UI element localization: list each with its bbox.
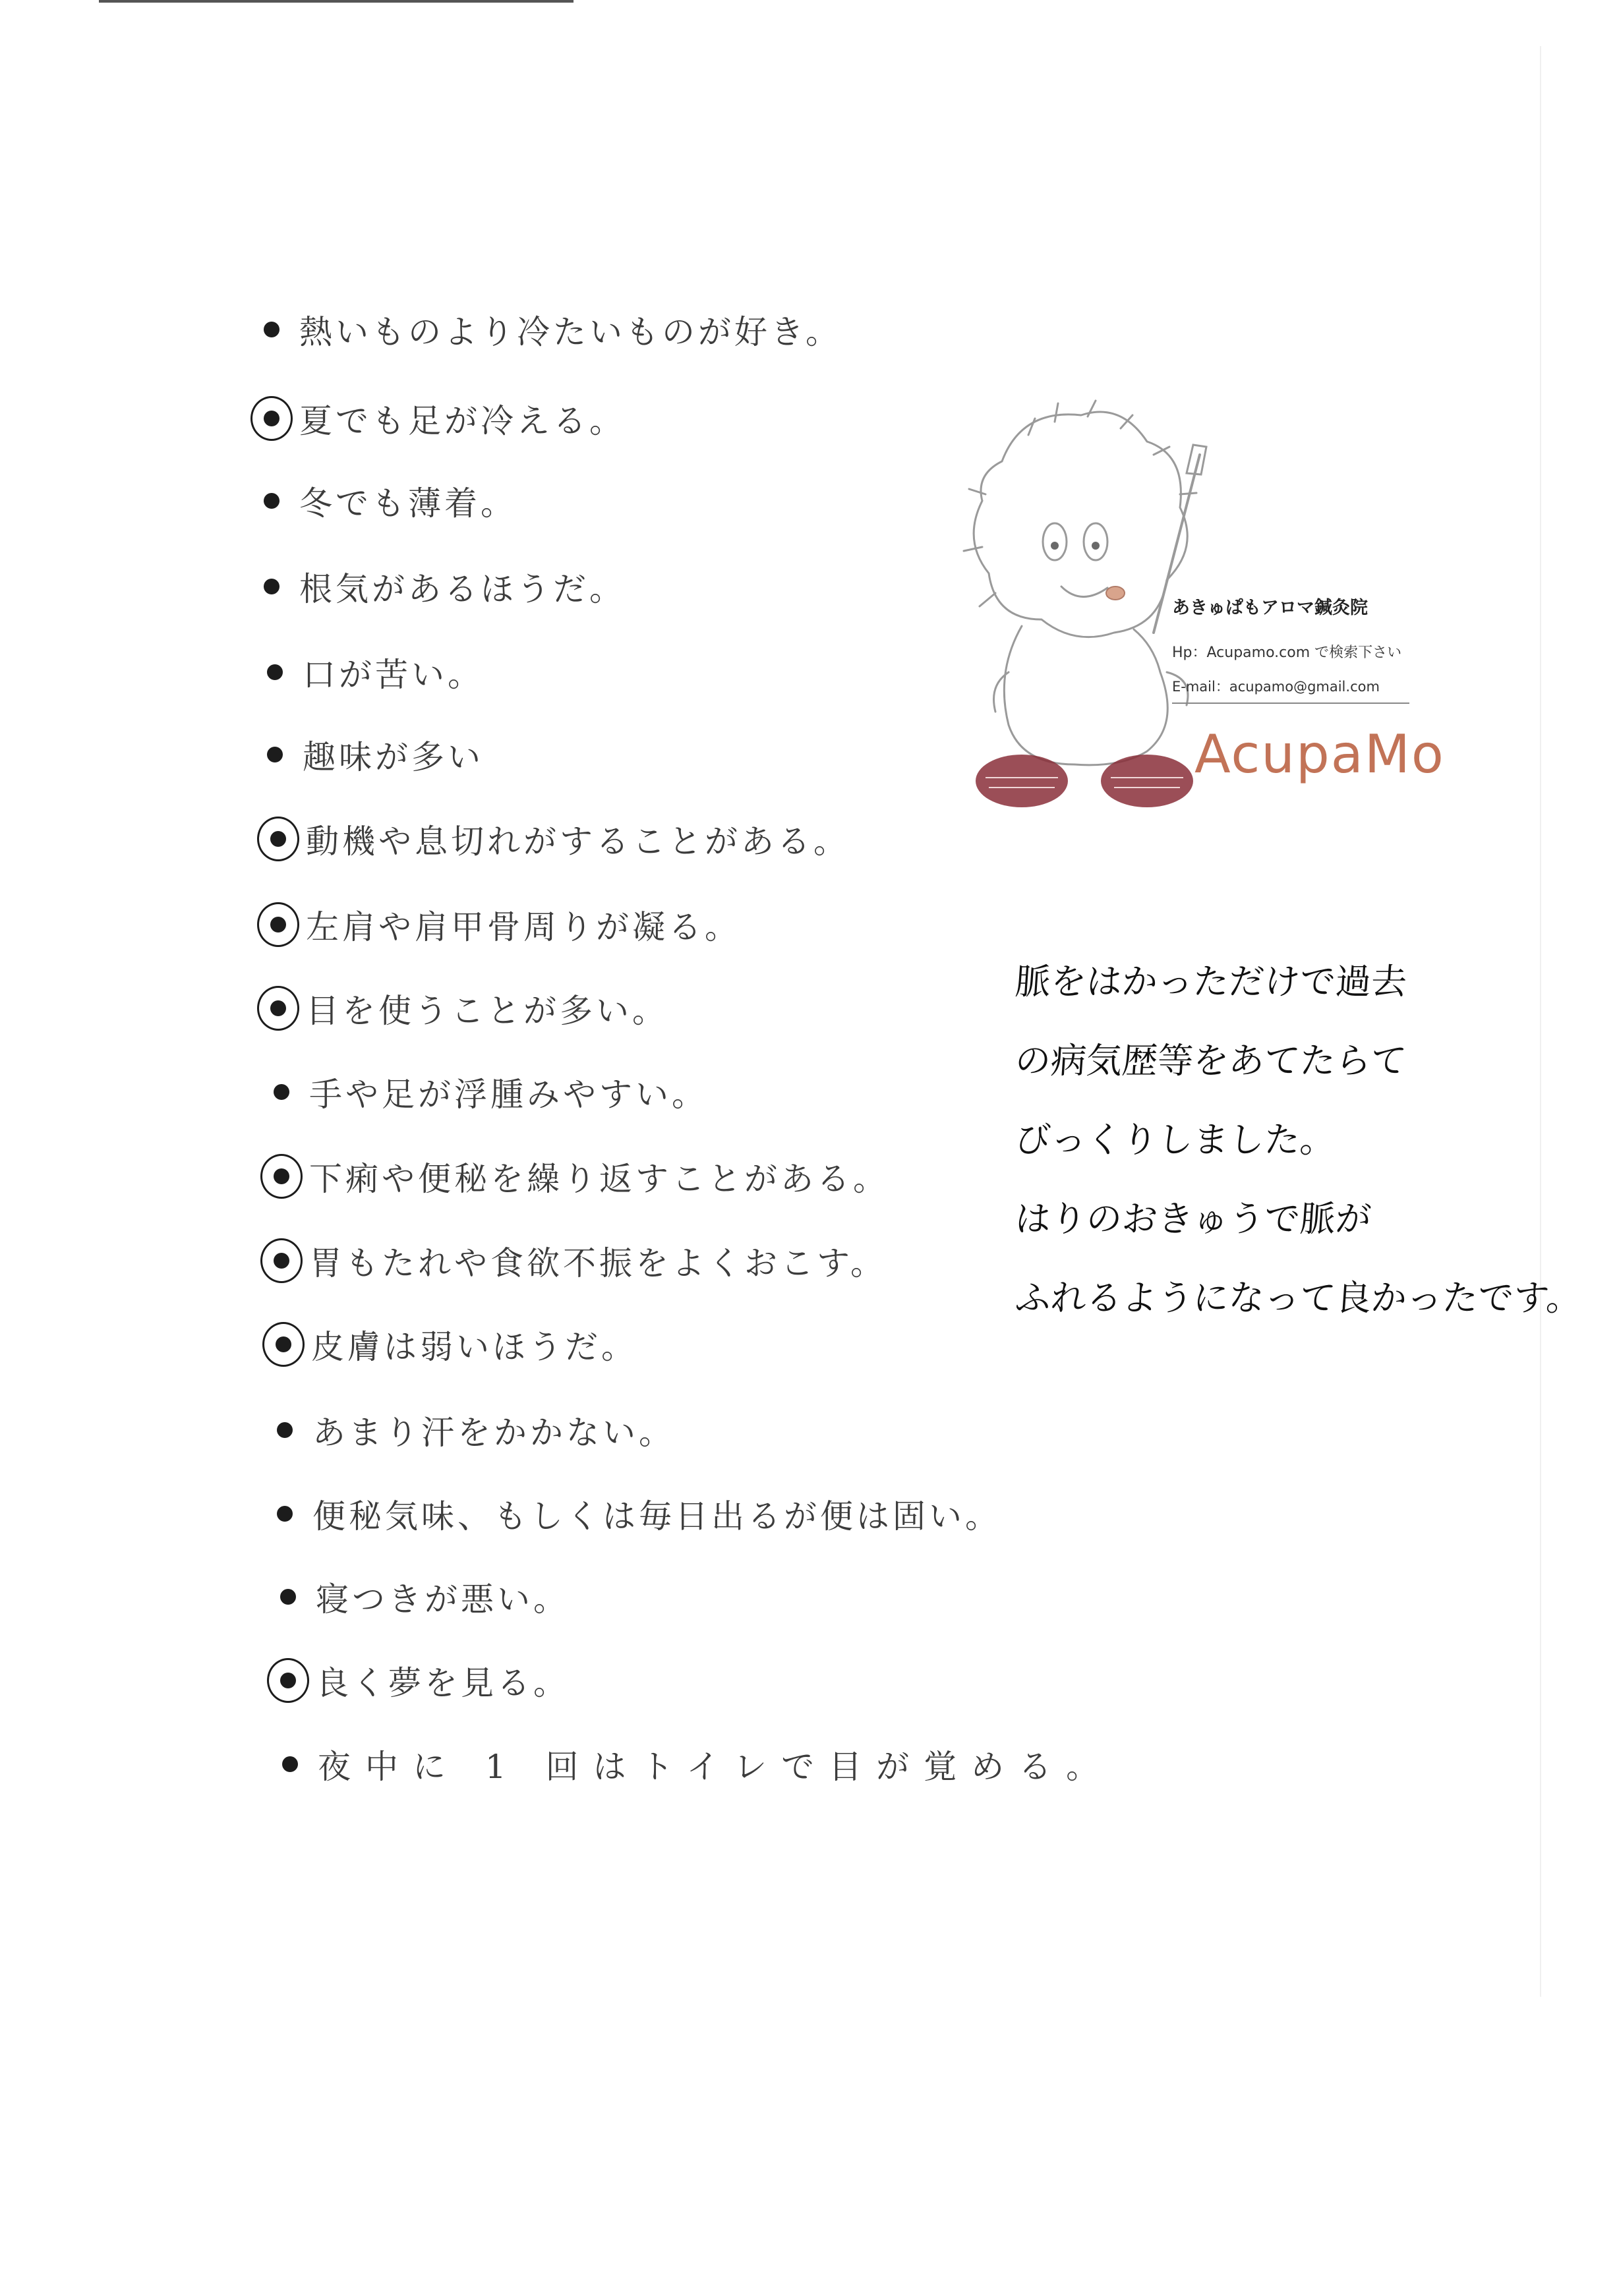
checklist-item bbox=[280, 1567, 570, 1626]
checklist-item-text: 冬でも薄着。 bbox=[299, 484, 517, 523]
checklist-item-text: 動機や息切れがすることがある。 bbox=[306, 822, 850, 861]
checklist-item-text: 便秘気味、もしくは毎日出るが便は固い。 bbox=[312, 1497, 1001, 1535]
bullet-icon bbox=[280, 1589, 296, 1605]
checklist-item-text: 夜中に 1 回はトイレで目が覚める。 bbox=[318, 1748, 1114, 1786]
checklist-item-text: 皮膚は弱いほうだ。 bbox=[311, 1328, 637, 1366]
clinic-email: E-mail：acupamo@gmail.com bbox=[1172, 679, 1380, 695]
bullet-icon bbox=[282, 1756, 298, 1772]
checklist-item bbox=[264, 300, 842, 359]
checklist-item-text: 口が苦い。 bbox=[303, 656, 484, 694]
checklist-item-text: 趣味が多い bbox=[303, 738, 484, 776]
bullet-icon bbox=[277, 1506, 293, 1522]
checklist-item bbox=[274, 1062, 708, 1122]
checklist-item bbox=[270, 809, 850, 869]
checklist-item bbox=[264, 389, 626, 448]
checklist-item-text: あまり汗をかかない。 bbox=[312, 1414, 675, 1452]
checklist-item bbox=[267, 725, 484, 784]
bullet-icon bbox=[267, 747, 283, 762]
bullet-icon bbox=[267, 664, 283, 680]
checklist-item bbox=[276, 1315, 637, 1374]
checklist-item-text: 胃もたれや食欲不振をよくおこす。 bbox=[309, 1244, 887, 1282]
circled-bullet-icon bbox=[280, 1673, 296, 1688]
checklist-item-text: 左肩や肩甲骨周りが凝る。 bbox=[306, 908, 741, 946]
circled-bullet-icon bbox=[276, 1336, 291, 1352]
note-line: ふれるようになって良かったです。 bbox=[1013, 1277, 1583, 1319]
note-line: びっくりしました。 bbox=[1013, 1119, 1338, 1161]
checklist-item bbox=[267, 643, 484, 702]
checklist-item-text: 熱いものより冷たいものが好き。 bbox=[299, 313, 842, 351]
note-line: の病気歴等をあてたらて bbox=[1013, 1040, 1408, 1081]
checklist-item-text: 根気があるほうだ。 bbox=[299, 570, 626, 608]
checklist-item bbox=[264, 557, 626, 616]
checklist-item bbox=[277, 1400, 675, 1460]
circled-bullet-icon bbox=[270, 831, 286, 847]
checklist-item bbox=[274, 1231, 887, 1290]
clinic-hp: Hp：Acupamo.com で検索下さい bbox=[1172, 645, 1402, 661]
bullet-icon bbox=[264, 493, 280, 509]
checklist-item-text: 手や足が浮腫みやすい。 bbox=[309, 1076, 708, 1114]
bullet-icon bbox=[274, 1084, 289, 1100]
checklist-item-text: 目を使うことが多い。 bbox=[306, 992, 668, 1030]
circled-bullet-icon bbox=[274, 1253, 289, 1269]
clinic-stamp bbox=[1172, 593, 1436, 706]
note-line: 脈をはかっただけで過去 bbox=[1013, 961, 1409, 1002]
circled-bullet-icon bbox=[270, 1000, 286, 1016]
clinic-name: あきゅぱもアロマ鍼灸院 bbox=[1172, 598, 1368, 618]
circled-bullet-icon bbox=[274, 1168, 289, 1184]
checklist-item bbox=[270, 979, 668, 1038]
bullet-icon bbox=[277, 1422, 293, 1438]
checklist-item bbox=[264, 471, 517, 531]
checklist-item-text: 夏でも足が冷える。 bbox=[299, 402, 626, 440]
checklist-item bbox=[270, 895, 741, 954]
circled-bullet-icon bbox=[264, 411, 280, 426]
bullet-icon bbox=[264, 579, 280, 594]
checklist-item bbox=[282, 1735, 1113, 1794]
checklist-item-text: 寝つきが悪い。 bbox=[316, 1580, 570, 1619]
brand-logo-text: AcupaMo bbox=[1194, 724, 1445, 785]
checklist-item-text: 良く夢を見る。 bbox=[316, 1664, 570, 1702]
bullet-icon bbox=[264, 322, 280, 337]
checklist-item bbox=[280, 1651, 570, 1710]
circled-bullet-icon bbox=[270, 917, 286, 933]
checklist-item-text: 下痢や便秘を繰り返すことがある。 bbox=[309, 1160, 889, 1198]
checklist-item bbox=[274, 1147, 889, 1206]
note-line: はりのおきゅうで脈が bbox=[1013, 1198, 1373, 1240]
handwritten-note bbox=[1013, 942, 1583, 1338]
stamp-divider bbox=[1172, 703, 1409, 704]
checklist-item bbox=[277, 1484, 1001, 1543]
